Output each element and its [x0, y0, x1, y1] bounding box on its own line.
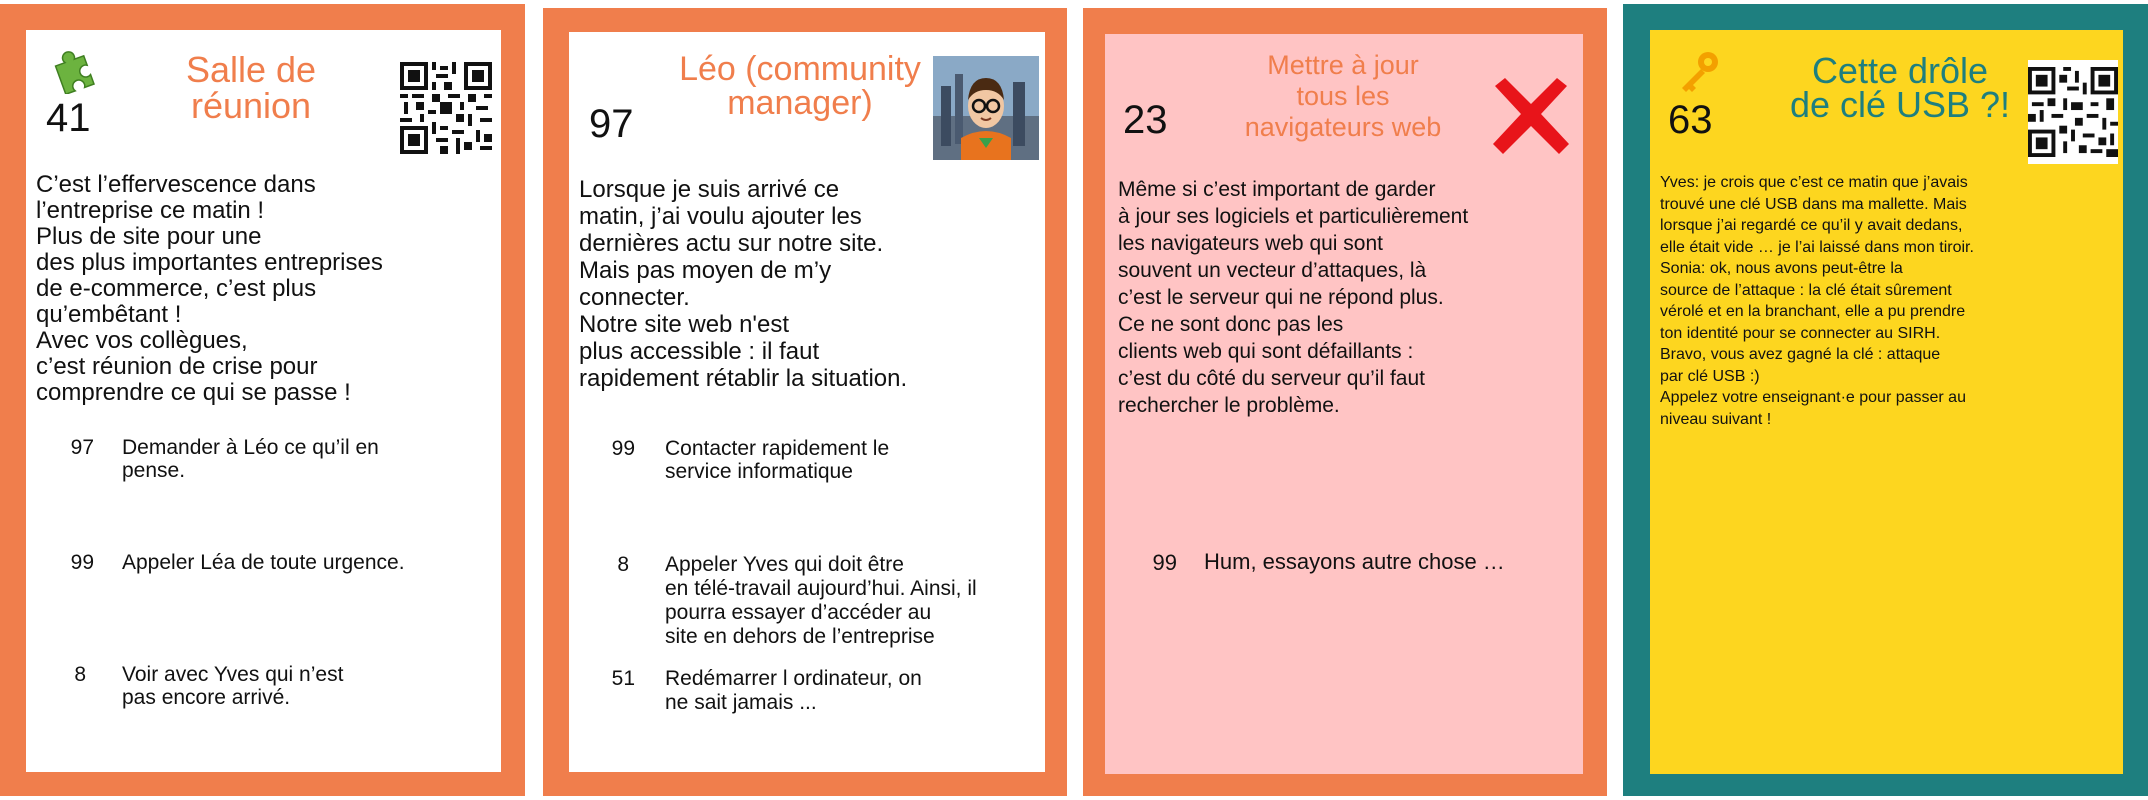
option-text[interactable]: Voir avec Yves qui n’est pas encore arrivé. [122, 663, 344, 709]
card-title: Mettre à jour tous les navigateurs web [1244, 50, 1442, 142]
card-body: Yves: je crois que c’est ce matin que j’avais trouvé une clé USB dans ma mallette. Mais lorsque j’ai regardé ce qu’il y avait dedans, elle était vide … je l’ai laissé dans mon tiroir. Sonia: ok, nous avons peut-être la source de l’attaque : la clé était sûrement vérolé et en la branchant, elle a pu prendre ton identité pour se connecter au SIRH. Bravo, vous avez gagné la clé : attaque par clé USB :) Appelez votre enseignant·e pour passer au niveau suivant ! [1660, 174, 1974, 428]
card-cle-usb [1623, 4, 2148, 796]
card-face [1650, 30, 2123, 774]
card-title: Léo (community manager) [679, 50, 921, 122]
option-text[interactable]: Appeler Yves qui doit être en télé-travail aujourd’hui. Ainsi, il pourra essayer d’accéder au site en dehors de l’entreprise [665, 553, 977, 648]
option-text[interactable]: Demander à Léo ce qu’il en pense. [122, 436, 379, 482]
puzzle-icon [50, 46, 98, 94]
card-face [569, 32, 1045, 772]
card-body: Même si c’est important de garder à jour ses logiciels et particulièrement les navigateurs web qui sont souvent un vecteur d’attaques, là c’est le serveur qui ne répond plus. Ce ne sont donc pas les clients web qui sont défaillants : c’est du côté du serveur qu’il faut rechercher le problème. [1118, 178, 1469, 417]
card-navigateurs [1083, 8, 1607, 796]
red-cross-icon [1489, 74, 1573, 156]
option-number[interactable]: 8 [617, 553, 629, 576]
qr-code [400, 62, 492, 154]
qr-code [2028, 60, 2118, 164]
card-salle-de-reunion [0, 4, 525, 796]
option-number[interactable]: 97 [70, 436, 94, 459]
option-number[interactable]: 99 [611, 437, 635, 460]
card-leo [543, 8, 1067, 796]
option-number[interactable]: 8 [74, 663, 86, 686]
option-number[interactable]: 99 [70, 551, 94, 574]
key-icon [1674, 48, 1722, 96]
card-title: Cette drôle de clé USB ?! [1789, 50, 2011, 125]
card-number: 63 [1668, 98, 1713, 142]
option-text[interactable]: Appeler Léa de toute urgence. [122, 551, 405, 574]
option-text[interactable]: Contacter rapidement le service informatique [665, 437, 890, 483]
option-text[interactable]: Redémarrer l ordinateur, on ne sait jamais ... [665, 667, 922, 714]
option-number[interactable]: 51 [611, 667, 635, 690]
option-text[interactable]: Hum, essayons autre chose … [1204, 549, 1505, 574]
card-body: C’est l’effervescence dans l’entreprise ce matin ! Plus de site pour une des plus importantes entreprises de e-commerce, c’est plus qu’embêtant ! Avec vos collègues, c’est réunion de crise pour comprendre ce qui se passe ! [36, 171, 383, 406]
card-number: 97 [589, 102, 634, 146]
card-number: 23 [1123, 98, 1168, 142]
card-title: Salle de réunion [185, 49, 317, 126]
card-number: 41 [46, 96, 91, 140]
option-number[interactable]: 99 [1152, 550, 1177, 575]
card-body: Lorsque je suis arrivé ce matin, j’ai voulu ajouter les dernières actu sur notre site. Mais pas moyen de m’y connecter. Notre site web n'est plus accessible : il faut rapidement rétablir la situation. [579, 176, 908, 392]
card-face [1105, 34, 1583, 774]
avatar-portrait [933, 56, 1039, 160]
card-face [26, 30, 501, 772]
